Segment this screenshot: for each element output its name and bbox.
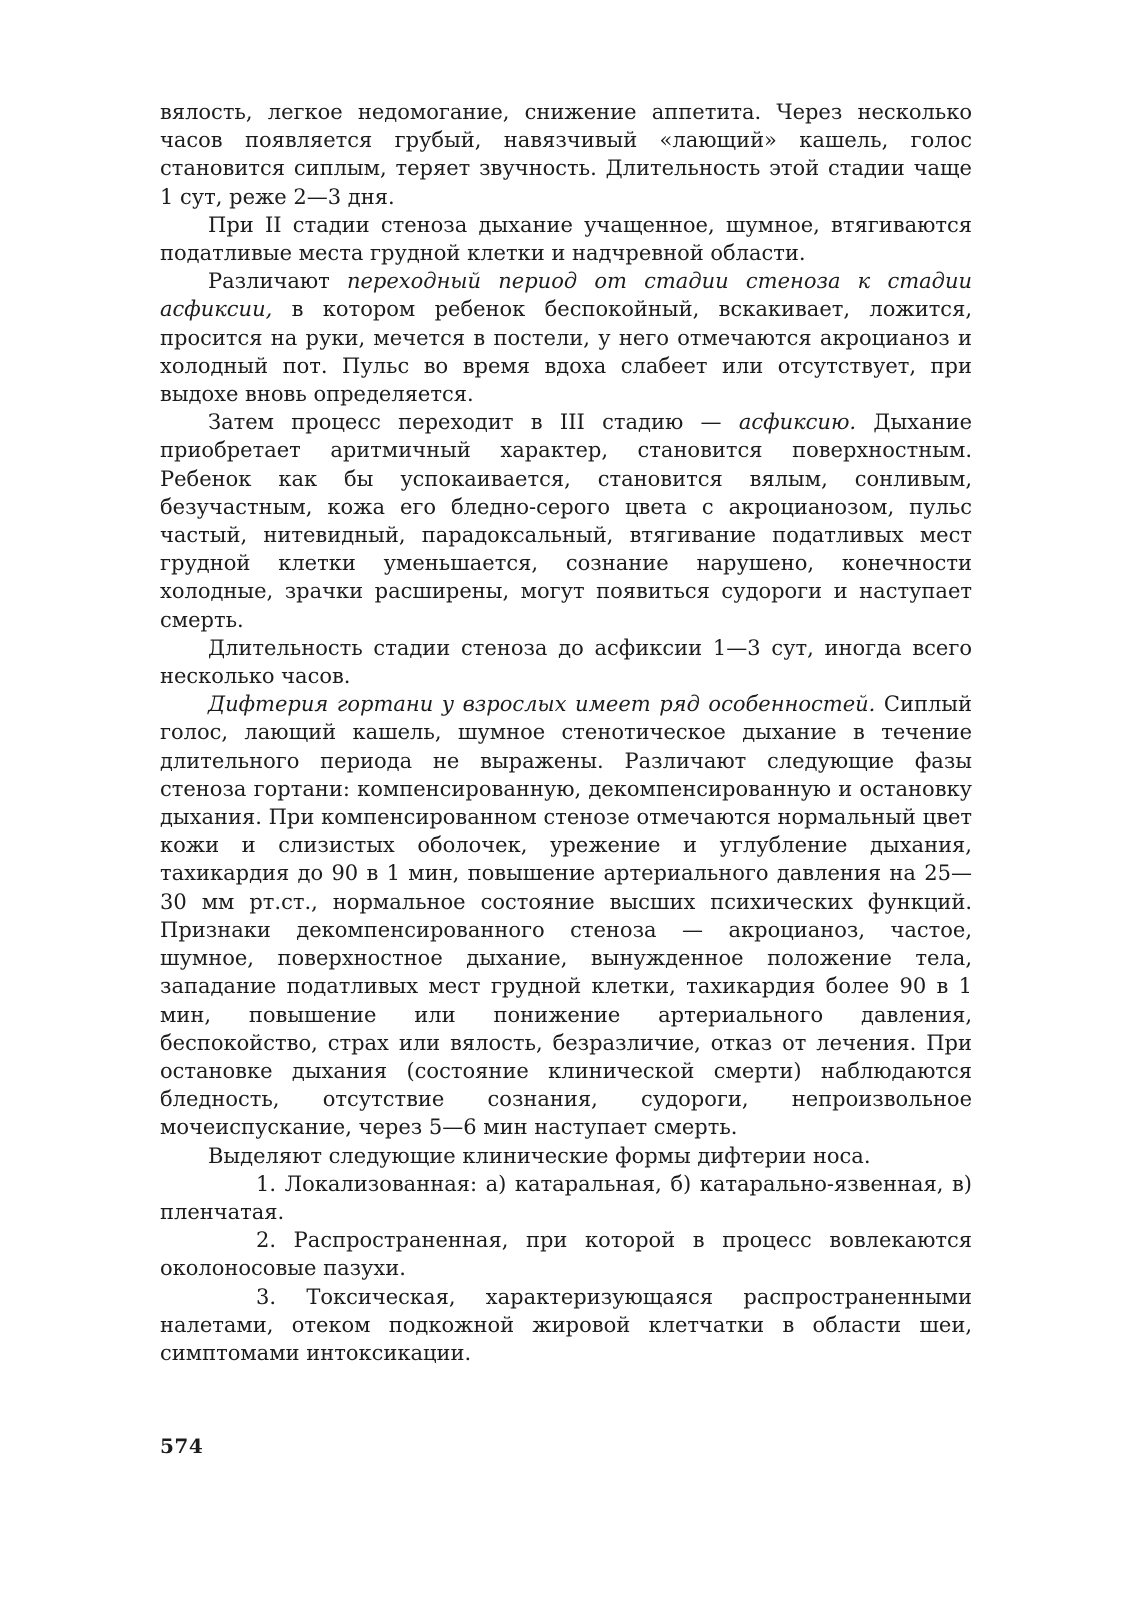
- list-item: [160, 1226, 972, 1282]
- list-item-number: 1.: [256, 1171, 277, 1196]
- paragraph: [160, 211, 972, 267]
- paragraph: [160, 267, 972, 408]
- paragraph-text: Дыхание приобретает аритмичный характер, становится поверхностным. Ребенок как бы успокаивается, становится вялым, сонливым, безучастным, кожа его бледно-серого цвета с акроцианозом, пульс частый, нитевидный, парадоксальный, втягивание податливых мест грудной клетки уменьшается, сознание нарушено, конечности холодные, зрачки расширены, могут появиться судороги и наступает смерть.: [160, 410, 972, 632]
- paragraph-text: Различают: [208, 269, 347, 294]
- paragraph: [160, 634, 972, 690]
- paragraph-text: Затем процесс переходит в III стадию —: [208, 410, 739, 435]
- emphasis-term: Дифтерия гортани у взрослых имеет ряд особенностей.: [208, 692, 876, 717]
- list-item-text: Локализованная: а) катаральная, б) катарально-язвенная, в) пленчатая.: [160, 1171, 972, 1224]
- emphasis-term: асфиксию.: [738, 410, 857, 435]
- list-item: [160, 1170, 972, 1226]
- list-item: [160, 1283, 972, 1368]
- list-item-text: Токсическая, характеризующаяся распространенными налетами, отеком подкожной жировой клетчатки в области шеи, симптомами интоксикации.: [160, 1284, 972, 1365]
- paragraph: [160, 98, 972, 211]
- paragraph: [160, 1142, 972, 1170]
- emphasis-term: переходный период от стадии стеноза к стадии асфиксии,: [160, 269, 972, 322]
- paragraph-text: Выделяют следующие клинические формы дифтерии носа.: [208, 1143, 871, 1168]
- list-item-text: Распространенная, при которой в процесс вовлекаются околоносовые пазухи.: [160, 1228, 972, 1281]
- page-body: [160, 98, 972, 1367]
- paragraph: [160, 408, 972, 634]
- list-item-number: 3.: [256, 1284, 277, 1309]
- page-number: 574: [160, 1434, 204, 1458]
- paragraph-text: в котором ребенок беспокойный, вскакивает, ложится, просится на руки, мечется в постели, у него отмечаются акроцианоз и холодный пот. Пульс во время вдоха слабеет или отсутствует, при выдохе вновь определяется.: [160, 297, 972, 407]
- paragraph-text: Длительность стадии стеноза до асфиксии 1—3 сут, иногда всего несколько часов.: [160, 635, 972, 689]
- list-item-number: 2.: [256, 1228, 277, 1253]
- paragraph: [160, 690, 972, 1141]
- paragraph-text: При II стадии стеноза дыхание учащенное, шумное, втягиваются податливые места грудной клетки и надчревной области.: [160, 212, 972, 266]
- paragraph-text: вялость, легкое недомогание, снижение аппетита. Через несколько часов появляется грубый, навязчивый «лающий» кашель, голос становится сиплым, теряет звучность. Длительность этой стадии чаще 1 сут, реже 2—3 дня.: [160, 100, 972, 209]
- paragraph-text: Сиплый голос, лающий кашель, шумное стенотическое дыхание в течение длительного периода не выражены. Различают следующие фазы стеноза гортани: компенсированную, декомпенсированную и остановку дыхания. При компенсированном стенозе отмечаются нормальный цвет кожи и слизистых оболочек, урежение и углубление дыхания, тахикардия до 90 в 1 мин, повышение артериального давления на 25—30 мм рт.ст., нормальное состояние высших психических функций. Признаки декомпенсированного стеноза — акроцианоз, частое, шумное, поверхностное дыхание, вынужденное положение тела, западание податливых мест грудной клетки, тахикардия более 90 в 1 мин, повышение или понижение артериального давления, беспокойство, страх или вялость, безразличие, отказ от лечения. При остановке дыхания (состояние клинической смерти) наблюдаются бледность, отсутствие сознания, судороги, непроизвольное мочеиспускание, через 5—6 мин наступает смерть.: [160, 692, 972, 1140]
